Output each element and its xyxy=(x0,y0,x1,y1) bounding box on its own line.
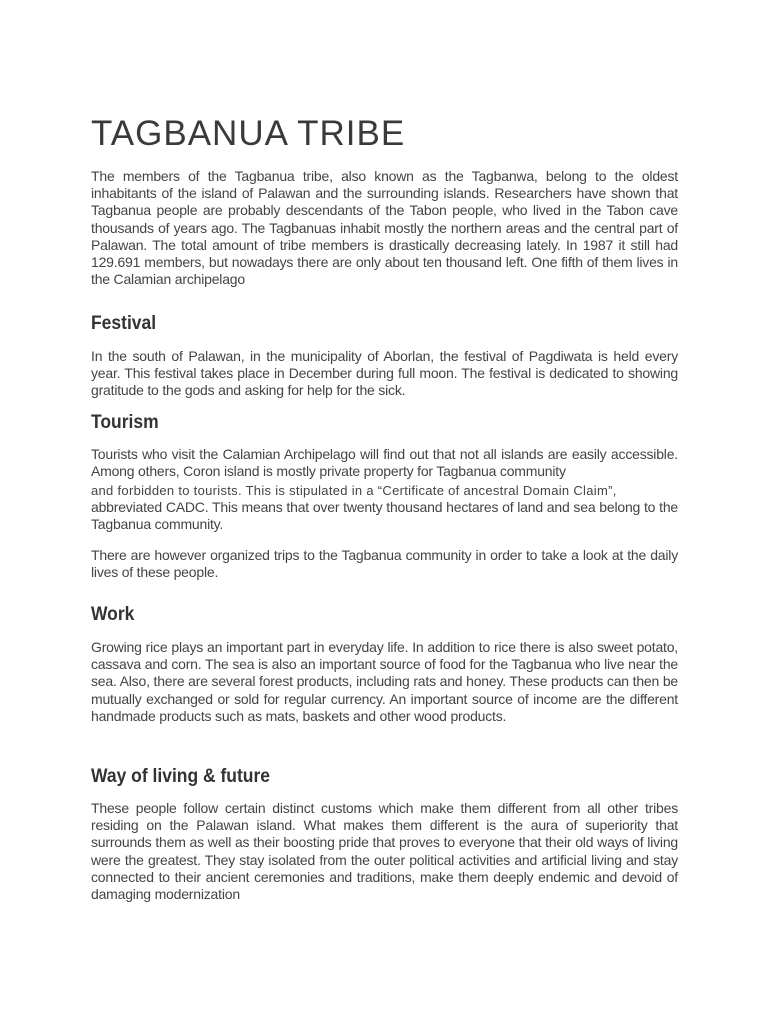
festival-paragraph: In the south of Palawan, in the municipality of Aborlan, the festival of Pagdiwata is held every year. This festival takes place in December during full moon. The festival is dedicated to showing gratitude to the gods and asking for help for the sick. xyxy=(91,348,678,399)
tourism-paragraph-1: Tourists who visit the Calamian Archipelago will find out that not all islands are easily accessible. Among others, Coron island is mostly private property for Tagbanua community xyxy=(91,446,678,480)
intro-paragraph: The members of the Tagbanua tribe, also known as the Tagbanwa, belong to the oldest inhabitants of the island of Palawan and the surrounding islands. Researchers have shown that Tagbanua people are probably descendants of the Tabon people, who lived in the Tabon cave thousands of years ago. The Tagbanuas inhabit mostly the northern areas and the central part of Palawan. The total amount of tribe members is drastically decreasing lately. In 1987 it still had 129.691 members, but nowadays there are only about ten thousand left. One fifth of them lives in the Calamian archipelago xyxy=(91,168,678,288)
tourism-paragraph-3: There are however organized trips to the Tagbanua community in order to take a look at the daily lives of these people. xyxy=(91,547,678,581)
way-of-living-heading: Way of living & future xyxy=(91,766,271,787)
work-paragraph: Growing rice plays an important part in everyday life. In addition to rice there is also sweet potato, cassava and corn. The sea is also an important source of food for the Tagbanua who live near the sea. Also, there are several forest products, including rats and honey. These products can then be mutually exchanged or sold for regular currency. An important source of income are the different handmade products such as mats, baskets and other wood products. xyxy=(91,639,678,724)
festival-heading: Festival xyxy=(91,313,157,334)
way-of-living-paragraph: These people follow certain distinct customs which make them different from all other tribes residing on the Palawan island. What makes them different is the aura of superiority that surrounds them as well as their boosting pride that proves to everyone that their old ways of living were the greatest. They stay isolated from the outer political activities and artificial living and stay connected to their ancient ceremonies and traditions, make them deeply endemic and devoid of damaging modernization xyxy=(91,800,678,903)
document-title: TAGBANUA TRIBE xyxy=(91,114,406,153)
tourism-heading: Tourism xyxy=(91,412,159,433)
work-heading: Work xyxy=(91,604,135,625)
tourism-paragraph-cadc-line: and forbidden to tourists. This is stipulated in a “Certificate of ancestral Domain Claim”, xyxy=(91,483,617,498)
tourism-paragraph-2: abbreviated CADC. This means that over twenty thousand hectares of land and sea belong to the Tagbanua community. xyxy=(91,499,678,533)
